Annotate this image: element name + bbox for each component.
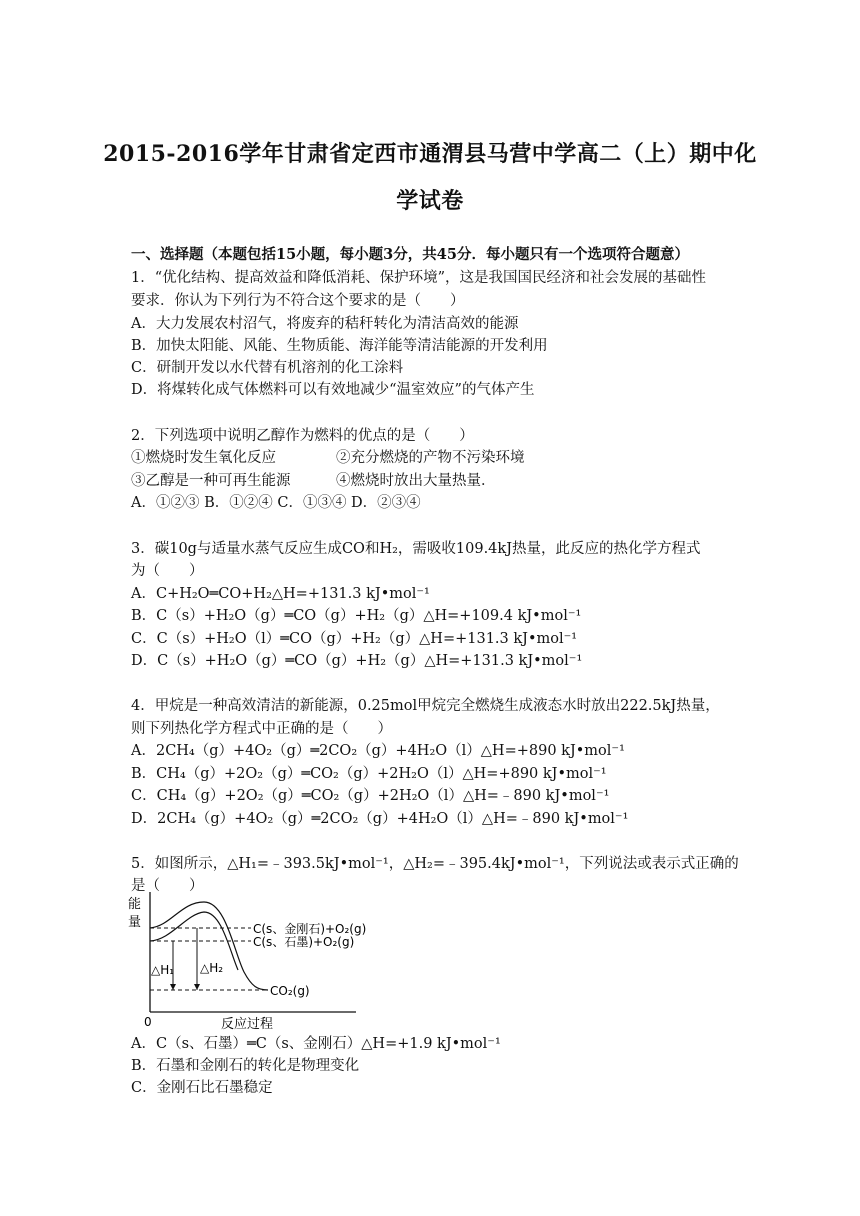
dh1-arrowhead — [170, 984, 176, 990]
dh2-label: △H₂ — [200, 961, 224, 975]
q2-statement-4: ④燃烧时放出大量热量． — [336, 473, 496, 489]
q5-stem-line2: 是（ ） — [131, 878, 204, 894]
graphite-level-label: C(s、石墨)+O₂(g) — [253, 935, 355, 949]
q4-stem-line1: 4．甲烷是一种高效清洁的新能源，0.25mol甲烷完全燃烧生成液态水时放出222.5kJ热量， — [131, 698, 720, 714]
co2-level-label: CO₂(g) — [270, 984, 310, 998]
q1-stem-line1: 1．“优化结构、提高效益和降低消耗、保护环境”，这是我国国民经济和社会发展的基础性 — [131, 270, 707, 286]
diamond-level-label: C(s、金刚石)+O₂(g) — [253, 922, 367, 936]
q2-stem: 2．下列选项中说明乙醇作为燃料的优点的是（ ） — [131, 428, 474, 444]
q5-option-b: B．石墨和金刚石的转化是物理变化 — [131, 1058, 360, 1074]
origin-label: 0 — [144, 1015, 152, 1029]
q1-option-c: C．研制开发以水代替有机溶剂的化工涂料 — [131, 360, 404, 376]
energy-diagram — [126, 892, 396, 1030]
q1-option-a: A．大力发展农村沼气，将废弃的秸秆转化为清洁高效的能源 — [131, 316, 519, 332]
q4-option-d: D．2CH₄（g）+4O₂（g）═2CO₂（g）+4H₂O（l）△H=﹣890 kJ•mol⁻¹ — [131, 811, 629, 827]
q4-option-b: B．CH₄（g）+2O₂（g）═CO₂（g）+2H₂O（l）△H=+890 kJ•mol⁻¹ — [131, 766, 607, 782]
q2-statement-1: ①燃烧时发生氧化反应 — [131, 450, 276, 466]
q5-option-c: C．金刚石比石墨稳定 — [131, 1080, 273, 1096]
section-heading: 一、选择题（本题包括15小题，每小题3分，共45分．每小题只有一个选项符合题意） — [131, 246, 689, 263]
q4-option-c: C．CH₄（g）+2O₂（g）═CO₂（g）+2H₂O（l）△H=﹣890 kJ•mol⁻¹ — [131, 788, 610, 804]
dh1-label: △H₁ — [151, 963, 175, 977]
q4-stem-line2: 则下列热化学方程式中正确的是（ ） — [131, 721, 392, 737]
q2-statement-2: ②充分燃烧的产物不污染环境 — [336, 450, 525, 466]
exam-title-line1: 2015-2016学年甘肃省定西市通渭县马营中学高二（上）期中化 — [103, 141, 757, 167]
q3-option-a: A．C+H₂O═CO+H₂△H=+131.3 kJ•mol⁻¹ — [131, 586, 430, 602]
q2-statement-3: ③乙醇是一种可再生能源 — [131, 473, 291, 489]
q1-stem-line2: 要求．你认为下列行为不符合这个要求的是（ ） — [131, 293, 465, 309]
q3-option-b: B．C（s）+H₂O（g）═CO（g）+H₂（g）△H=+109.4 kJ•mol⁻¹ — [131, 608, 582, 624]
y-axis-label-2: 量 — [128, 915, 142, 930]
q4-option-a: A．2CH₄（g）+4O₂（g）═2CO₂（g）+4H₂O（l）△H=+890 kJ•mol⁻¹ — [131, 743, 625, 759]
x-axis-label: 反应过程 — [221, 1017, 274, 1030]
q3-option-d: D．C（s）+H₂O（g）═CO（g）+H₂（g）△H=+131.3 kJ•mol⁻¹ — [131, 653, 583, 669]
q3-stem-line2: 为（ ） — [131, 563, 204, 579]
q5-option-a: A．C（s、石墨）═C（s、金刚石）△H=+1.9 kJ•mol⁻¹ — [131, 1036, 501, 1052]
y-axis-label-1: 能 — [128, 897, 142, 912]
dh2-arrowhead — [194, 984, 200, 990]
q1-option-b: B．加快太阳能、风能、生物质能、海洋能等清洁能源的开发利用 — [131, 338, 548, 354]
exam-title-line2: 学试卷 — [396, 188, 464, 214]
q1-option-d: D．将煤转化成气体燃料可以有效地减少“温室效应”的气体产生 — [131, 382, 535, 398]
q3-stem-line1: 3．碳10g与适量水蒸气反应生成CO和H₂，需吸收109.4kJ热量，此反应的热化学方程式 — [131, 541, 701, 557]
q2-choices: A．①②③ B．①②④ C．①③④ D．②③④ — [131, 495, 421, 511]
q5-stem-line1: 5．如图所示，△H₁=﹣393.5kJ•mol⁻¹，△H₂=﹣395.4kJ•mol⁻¹，下列说法或表示式正确的 — [131, 856, 739, 872]
q3-option-c: C．C（s）+H₂O（l）═CO（g）+H₂（g）△H=+131.3 kJ•mol⁻¹ — [131, 631, 578, 647]
